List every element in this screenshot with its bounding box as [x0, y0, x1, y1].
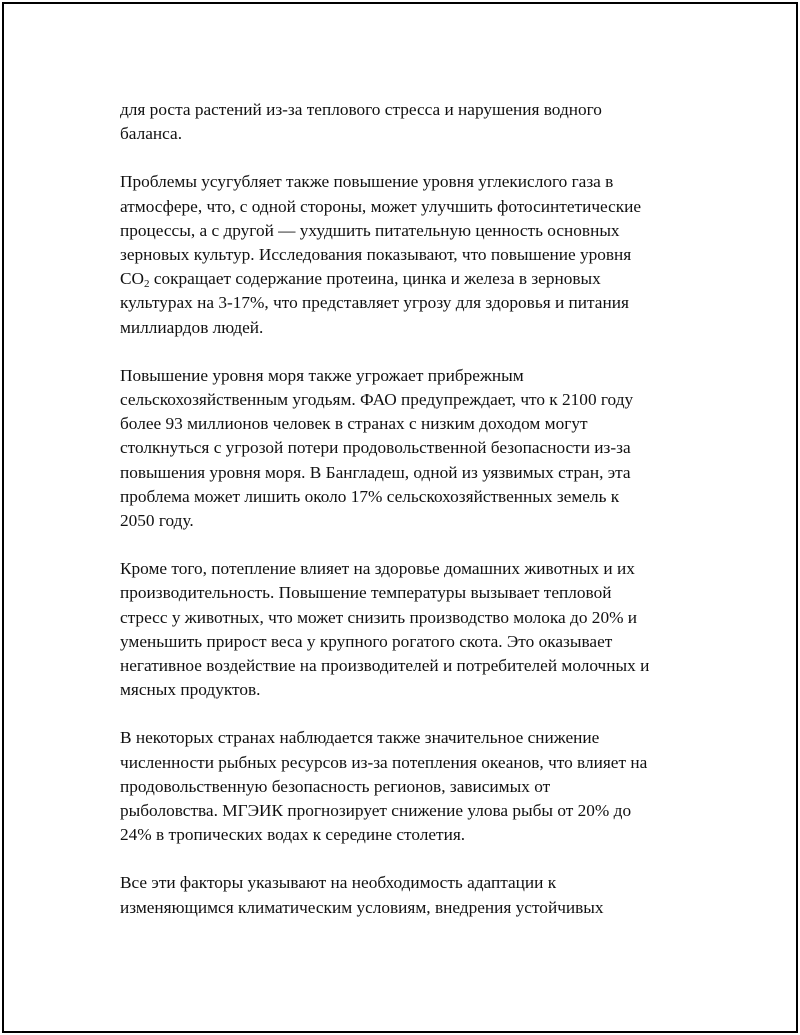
paragraph-3: Повышение уровня моря также угрожает прибрежным сельскохозяйственным угодьям. ФАО предупреждает, что к 2100 году более 93 миллионов человек в странах с низким доходом могут столкнуться с угрозой потери продовольственной безопасности из-за повышения уровня моря. В Бангладеш, одной из уязвимых стран, эта проблема может лишить около 17% сельскохозяйственных земель к 2050 году. [120, 365, 634, 531]
paragraph-4: Кроме того, потепление влияет на здоровье домашних животных и их производительность. Повышение температуры вызывает тепловой стресс у животных, что может снизить производство молока до 20% и уменьшить прирост веса у крупного рогатого скота. Это оказывает негативное воздействие на производителей и потребителей молочных и мясных продуктов. [120, 559, 650, 700]
paragraph-1: для роста растений из-за теплового стресса и нарушения водного баланса. [120, 100, 602, 144]
paragraph-2-text-start: Проблемы усугубляет также повышение уровня углекислого газа в атмосфере, что, с одной стороны, может улучшить фотосинтетические процессы, а с другой — ухудшить питательную ценность основных зерновых культур. Исследования показывают, что повышение уровня CO [120, 172, 642, 289]
paragraph-2-text-end: сокращает содержание протеина, цинка и железа в зерновых культурах на 3-17%, что представляет угрозу для здоровья и питания миллиардов людей. [120, 269, 629, 337]
paragraph-6: Все эти факторы указывают на необходимость адаптации к изменяющимся климатическим условиям, внедрения устойчивых [120, 873, 604, 917]
document-body [120, 98, 690, 944]
paragraph-2 [120, 170, 690, 339]
document-page [2, 2, 798, 1033]
paragraph-5: В некоторых странах наблюдается также значительное снижение численности рыбных ресурсов из-за потепления океанов, что влияет на продовольственную безопасность регионов, зависимых от рыболовства. МГЭИК прогнозирует снижение улова рыбы от 20% до 24% в тропических водах к середине столетия. [120, 728, 648, 845]
co2-subscript: 2 [144, 278, 150, 291]
